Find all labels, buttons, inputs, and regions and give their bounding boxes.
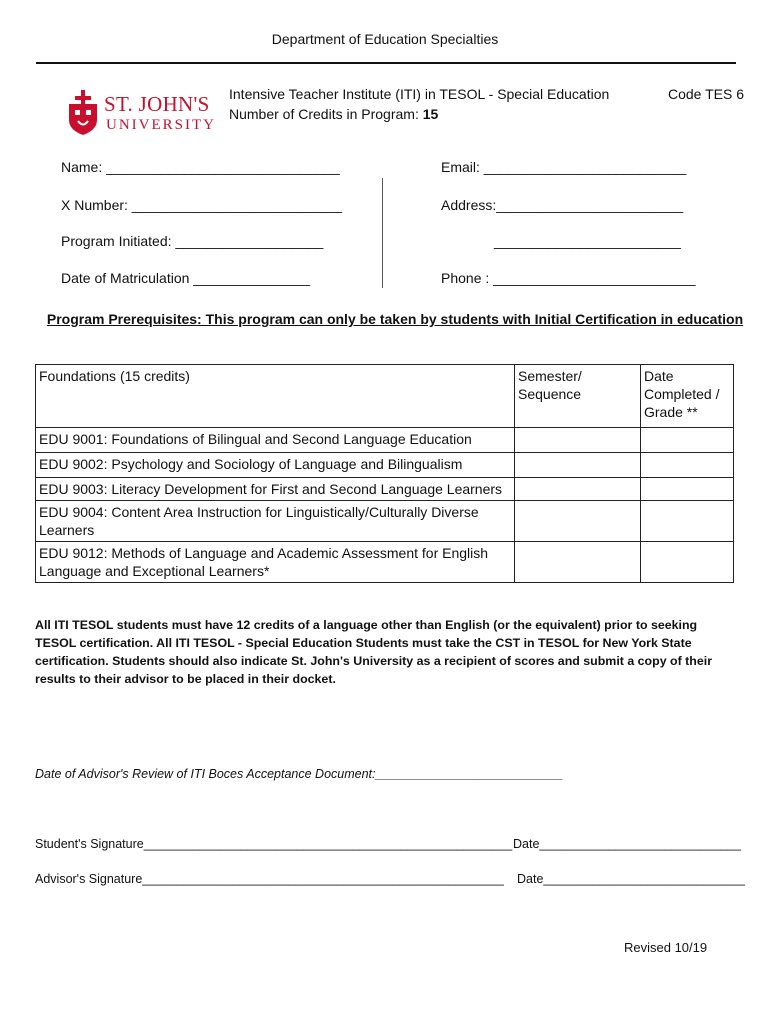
credits-value: 15 [422, 106, 439, 122]
grade-cell[interactable] [641, 478, 734, 501]
table-row [36, 542, 734, 583]
semester-cell[interactable] [515, 542, 641, 583]
program-title: Intensive Teacher Institute (ITI) in TESOL - Special Education [229, 86, 610, 102]
course-name: EDU 9002: Psychology and Sociology of Language and Bilingualism [36, 453, 515, 478]
program-code: Code TES 6 [668, 86, 745, 102]
x-number-field[interactable]: X Number: ___________________________ [61, 197, 343, 213]
course-name: EDU 9003: Literacy Development for First and Second Language Learners [36, 478, 515, 501]
header-semester: Semester/ Sequence [515, 365, 641, 428]
advisor-date-field[interactable]: Date_____________________________ [517, 872, 746, 886]
university-logo [66, 88, 216, 140]
table-row [36, 453, 734, 478]
requirements-notice: All ITI TESOL students must have 12 credits of a language other than English (or the equivalent) prior to seeking TESOL certification. All ITI TESOL - Special Education Students must take the CST in TESOL for New York State certification. Students should also indicate St. John's University as a recipient of scores and submit a copy of their results to their advisor to be placed in their docket. [35, 618, 713, 686]
table-row [36, 501, 734, 542]
table-row [36, 428, 734, 453]
department-heading: Department of Education Specialties [271, 31, 499, 47]
column-divider [382, 178, 383, 288]
phone-field[interactable]: Phone : __________________________ [441, 270, 696, 286]
course-name: EDU 9012: Methods of Language and Academic Assessment for English Language and Exceptional Learners* [36, 542, 515, 583]
address-field[interactable]: Address:________________________ [441, 197, 684, 213]
revision-date: Revised 10/19 [624, 940, 708, 955]
course-name: EDU 9001: Foundations of Bilingual and Second Language Education [36, 428, 515, 453]
grade-cell[interactable] [641, 453, 734, 478]
semester-cell[interactable] [515, 428, 641, 453]
program-credits [229, 106, 438, 122]
name-field[interactable]: Name: ______________________________ [61, 159, 340, 175]
advisor-signature-field[interactable]: Advisor's Signature____________________________________________________ [35, 872, 504, 886]
advisor-review-date-field[interactable]: Date of Advisor's Review of ITI Boces Acceptance Document:___________________________ [35, 767, 564, 781]
header-foundations: Foundations (15 credits) [36, 365, 515, 428]
program-prerequisites: Program Prerequisites: This program can only be taken by students with Initial Certification in education [46, 311, 744, 327]
matriculation-field[interactable]: Date of Matriculation _______________ [61, 270, 311, 286]
course-table [35, 364, 734, 583]
grade-cell[interactable] [641, 501, 734, 542]
student-signature-field[interactable]: Student's Signature_____________________________________________________ [35, 837, 513, 851]
header-divider [36, 62, 736, 64]
table-row [36, 478, 734, 501]
semester-cell[interactable] [515, 501, 641, 542]
student-date-field[interactable]: Date_____________________________ [513, 837, 742, 851]
semester-cell[interactable] [515, 478, 641, 501]
program-initiated-field[interactable]: Program Initiated: ___________________ [61, 233, 324, 249]
credits-label: Number of Credits in Program: [229, 106, 423, 122]
header-date-completed: Date Completed / Grade ** [641, 365, 734, 428]
address-line2-field[interactable]: ________________________ [494, 233, 681, 249]
grade-cell[interactable] [641, 542, 734, 583]
table-header-row [36, 365, 734, 428]
seal-icon [66, 88, 100, 138]
email-field[interactable]: Email: __________________________ [441, 159, 687, 175]
grade-cell[interactable] [641, 428, 734, 453]
semester-cell[interactable] [515, 453, 641, 478]
course-name: EDU 9004: Content Area Instruction for Linguistically/Culturally Diverse Learners [36, 501, 515, 542]
logo-university: UNIVERSITY [106, 117, 216, 133]
logo-name: ST. JOHN'S [104, 92, 210, 116]
